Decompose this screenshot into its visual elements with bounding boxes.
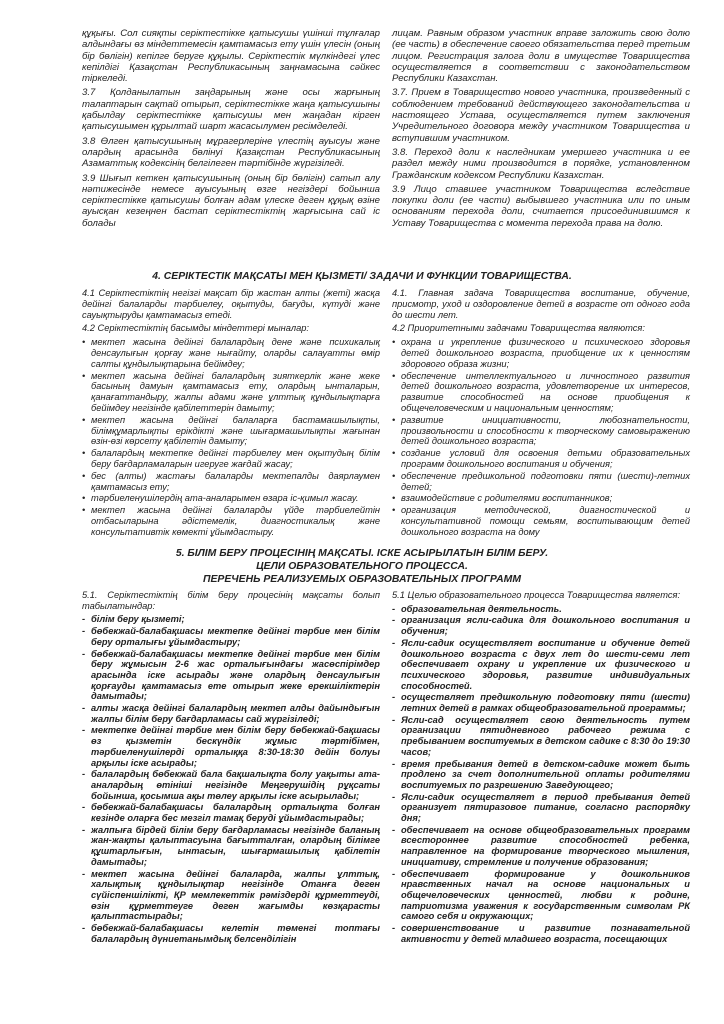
section5-right-column xyxy=(392,590,690,946)
list-item: - Ясли-садик осуществляет воспитание и обучение детей дошкольного возраста с двух лет до шести-семи лет обеспечивает охрану и укрепление их физического и психического здоровья, развитие индивидуальных способностей. xyxy=(392,638,690,692)
top-right-para: 3.8. Переход доли к наследникам умершего участника и ее раздел между ними производится в порядке, установленном Гражданским кодексом Республики Казахстан. xyxy=(392,146,690,181)
section4-left-para: 4.1 Серіктестіктің негізгі мақсат бір жастан алты (жеті) жасқа дейінгі балаларды тәрбиелеу, оқытуды, бағуды, күтуді және сауықтыруды қамтамасыз етеді. xyxy=(82,288,380,320)
section4-right-list xyxy=(392,337,690,537)
section4-left-list xyxy=(82,337,380,537)
list-item: - алты жасқа дейінгі балалардың мектеп алды дайындығын жалпы білім беру бағдарламасы сай жүргізіледі; xyxy=(82,703,380,724)
list-item: • охрана и укрепление физического и психического здоровья детей дошкольного возраста, приобщение их к ценностям здорового образа жизни; xyxy=(392,337,690,369)
list-item: • создание условий для освоения детьми образовательных программ дошкольного воспитания и обучения; xyxy=(392,448,690,470)
list-item: - мектеп жасына дейінгі балаларда, жалпы ұлттық, халықтық құндылықтар негізінде Отанға деген сүйіспеншілікті, ҚР мемлекеттік рәміздерді құрметтеуді, өзін құрметтеуге деген жағымды көзқарасты қалыптастырады; xyxy=(82,869,380,923)
list-item: • развитие инициативности, любознательности, произвольности и способности к творческому самовыражению детей дошкольного возраста; xyxy=(392,415,690,447)
top-left-para: 3.8 Өлген қатысушының мұрагерлеріне үлестің ауысуы және олардың арасында бөлінуі Қазақстан Республикасының Азаматтық кодексінің белгілеген тәртібінде жүргізіледі. xyxy=(82,135,380,170)
list-item: • организация методической, диагностической и консультативной помощи семьям, воспитывающим детей дошкольного возраста на дому xyxy=(392,505,690,537)
list-item: • бес (алты) жастағы балаларды мектепалды даярлаумен қамтамасыз ету; xyxy=(82,471,380,493)
list-item: - совершенствование и развитие познавательной активности у детей младшего возраста, посещающих xyxy=(392,923,690,944)
list-item: - образовательная деятельность. xyxy=(392,604,690,615)
list-item: • обеспечение предшкольной подготовки пяти (шести)-летних детей; xyxy=(392,471,690,493)
list-item: • мектеп жасына дейінгі балаларға бастамашылықты, білімқұмарлықты ерікдікті және шығармашылықты жағынан өзін-өзі көрсету қабілетін дамыту; xyxy=(82,415,380,447)
section5-heading-line1: 5. БІЛІМ БЕРУ ПРОЦЕСІНІҢ МАҚСАТЫ. ІСКЕ АСЫРЫЛАТЫН БІЛІМ БЕРУ. xyxy=(175,548,549,559)
section4-left-para: 4.2 Серіктестіктің басымды міндеттері мыналар: xyxy=(82,323,310,334)
list-item: • мектеп жасына дейінгі балалардың дене және психикалық денсаулығын қорғау және нығайту, оларды салауатты өмір салты құндылықтарына бейімдеу; xyxy=(82,337,380,369)
list-item: - Ясли-сад осуществляет свою деятельность путем организации пятидневного рабочего режима с пребыванием воспитуемых в детском садике с 8:30 до 19:30 часов; xyxy=(392,715,690,758)
list-item: - бөбекжай-балабақшасы балалардың орталықта болған кезінде оларға бес мезгіл тамақ беруді ұйымдастырады; xyxy=(82,802,380,823)
list-item: - бөбекжай-балабақшасы келетін төменгі топтағы балалардың дүниетанымдық белсенділігін xyxy=(82,923,380,944)
top-right-column xyxy=(392,28,690,232)
section5-heading-line2: ЦЕЛИ ОБРАЗОВАТЕЛЬНОГО ПРОЦЕССА. xyxy=(256,561,468,572)
section4-right-column xyxy=(392,288,690,539)
top-right-para: лицам. Равным образом участник вправе заложить свою долю (ее часть) в обеспечение своего обязательства перед третьим лицом. Регистрация залога доли в имуществе Товарищества осуществляется в соответствии с законодательством Республики Казахстан. xyxy=(392,28,690,85)
section5-right-intro: 5.1 Целью образовательного процесса Товарищества является: xyxy=(392,590,681,600)
list-item: - организация ясли-садика для дошкольного воспитания и обучения; xyxy=(392,615,690,636)
section4-heading: 4. СЕРІКТЕСТІК МАҚСАТЫ МЕН ҚЫЗМЕТІ/ ЗАДАЧИ И ФУНКЦИИ ТОВАРИЩЕСТВА. xyxy=(152,271,572,282)
top-left-para: 3.7 Қолданылатын заңдарының және осы жарғының талаптарын сақтай отырып, серіктестікке жаңа қатысушыны қабылдау серіктестікке қатысушы мен жаңадан кірген қатысушымен құрылтай шарт жасасылумен ресімделеді. xyxy=(82,87,380,133)
list-item: - балалардың бөбекжай бала бақшалықта болу уақыты ата-аналардың өтініші негізінде Меңгерушідің рұқсаты бойынша, қосымша ақы төлеу арқылы іске асырылады; xyxy=(82,769,380,801)
list-item: - время пребывания детей в детском-садике может быть продлено за счет дополнительной оплаты родителями воспитуемых по разрешению Заведующего; xyxy=(392,759,690,791)
section4-left-column xyxy=(82,288,380,539)
section5-heading-line3: ПЕРЕЧЕНЬ РЕАЛИЗУЕМЫХ ОБРАЗОВАТЕЛЬНЫХ ПРОГРАММ xyxy=(203,574,521,585)
section4-right-para: 4.1. Главная задача Товарищества воспитание, обучение, присмотр, уход и оздоровление детей в возрасте от одного года до шести лет. xyxy=(392,288,690,320)
list-item: • мектеп жасына дейінгі балалардың зияткерлік және жеке басының дамуын қамтамасыз ету, олардың ынталарын, қанағаттандыру, жалпы адами және ұлттық құндылықтарға бейімдеу негізінде қабілеттерін дамыту; xyxy=(82,371,380,414)
list-item: - мектепке дейінгі тәрбие мен білім беру бөбекжай-бақшасы өз қызметін бескүндік жұмыс тәртібімен, тәрбиеленушілерді орталыққа 8:30-18:30 дейін болуы арқылы іске асырады; xyxy=(82,725,380,768)
top-left-para: құқығы. Сол сияқты серіктестікке қатысушы үшінші тұлғалар алдындағы өз міндеттемесін қамтамасыз ету үшін үлесін (оның бір бөлігін) кепілге беруге құқылы. Серіктестік мүлкіндегі үлес кепілдігі Қазақстан Республикасының заңнамасына сәйкес тіркеледі. xyxy=(82,28,380,85)
list-item: - осуществляет предшкольную подготовку пяти (шести) летних детей в рамках общеобразовательной программы; xyxy=(392,692,690,713)
list-item: • обеспечение интеллектуального и личностного развития детей дошкольного возраста, удовлетворение их интересов, развитие способностей на основе приобщения к общечеловеческим и национальным ценностям; xyxy=(392,371,690,414)
top-left-column xyxy=(82,28,380,232)
section4-right-para: 4.2 Приоритетными задачами Товарищества являются: xyxy=(392,323,645,334)
section5-left-list xyxy=(82,614,380,944)
list-item: • мектеп жасына дейінгі балаларды үйде тәрбиелейтін отбасыларына әдістемелік, диагностикалық және консультативтік көмекті ұйымдастыру. xyxy=(82,505,380,537)
list-item: - обеспечивает на основе общеобразовательных программ всестороннее развитие способностей ребенка, направленное на формирование творческого мышления, инициативу, стремление и получение образования; xyxy=(392,825,690,868)
top-right-para: 3.9 Лицо ставшее участником Товарищества вследствие покупки доли (ее части) выбывшего участника или по иным основаниям перехода доли, считается присоединившимся к Уставу Товарищества с момента перехода права на долю. xyxy=(392,183,690,229)
section5-right-list xyxy=(392,604,690,945)
top-right-para: 3.7. Прием в Товарищество нового участника, произведенный с соблюдением требований действующего законодательства и настоящего Устава, осуществляется путем заключения Учредительного договора между участником Товарищества и вступившим участником. xyxy=(392,87,690,144)
list-item: - бөбекжай-балабақшасы мектепке дейінгі тәрбие мен білім беру орталығы ұйымдастыру; xyxy=(82,626,380,647)
section5-left-column xyxy=(82,590,380,946)
list-item: - бөбекжай-балабақшасы мектепке дейінгі тәрбие мен білім беру жұмысын 2-6 жас орталығындағы жасөспірімдер арасында іске асырады және олардың денсаулығын қорғауды қамтамасыз ете отырып жеке ерекшіліктерін дамытады; xyxy=(82,649,380,703)
list-item: • взаимодействие с родителями воспитанников; xyxy=(392,493,690,504)
list-item: - жалпыға бірдей білім беру бағдарламасы негізінде баланың жан-жақты қалыптасуына бағытталған, олардың білімге құштарлығын, ынтасын, шығармашылық қабілетін дамытады; xyxy=(82,825,380,868)
section5-left-intro: 5.1. Серіктестіктің білім беру процесінің мақсаты болып табылатындар: xyxy=(82,590,380,611)
list-item: - білім беру қызметі; xyxy=(82,614,380,625)
list-item: - Ясли-садик осуществляет в период пребывания детей организует пятиразовое питание, согласно распорядку дня; xyxy=(392,792,690,824)
top-left-para: 3.9 Шығып кеткен қатысушының (оның бір бөлігін) сатып алу нәтижесінде немесе ауысуының өзге негіздері бойынша серіктестікке қатысушы болған адам үлеске деген құқық өзіне ауысқан кезеңнен бастап серіктестіктің жарғысына сай іс болады xyxy=(82,172,380,229)
list-item: • балалардың мектепке дейінгі тәрбиелеу мен оқытудың білім беру бағдарламаларын игеруге жағдай жасау; xyxy=(82,448,380,470)
list-item: - обеспечивает формирование у дошкольников нравственных начал на основе национальных и общечеловеческих ценностей, любви к родине, патриотизма уважения к государственным символам РК самого себя и окружающих; xyxy=(392,869,690,923)
list-item: • тәрбиеленушілердің ата-аналарымен өзара іс-қимыл жасау. xyxy=(82,493,380,504)
